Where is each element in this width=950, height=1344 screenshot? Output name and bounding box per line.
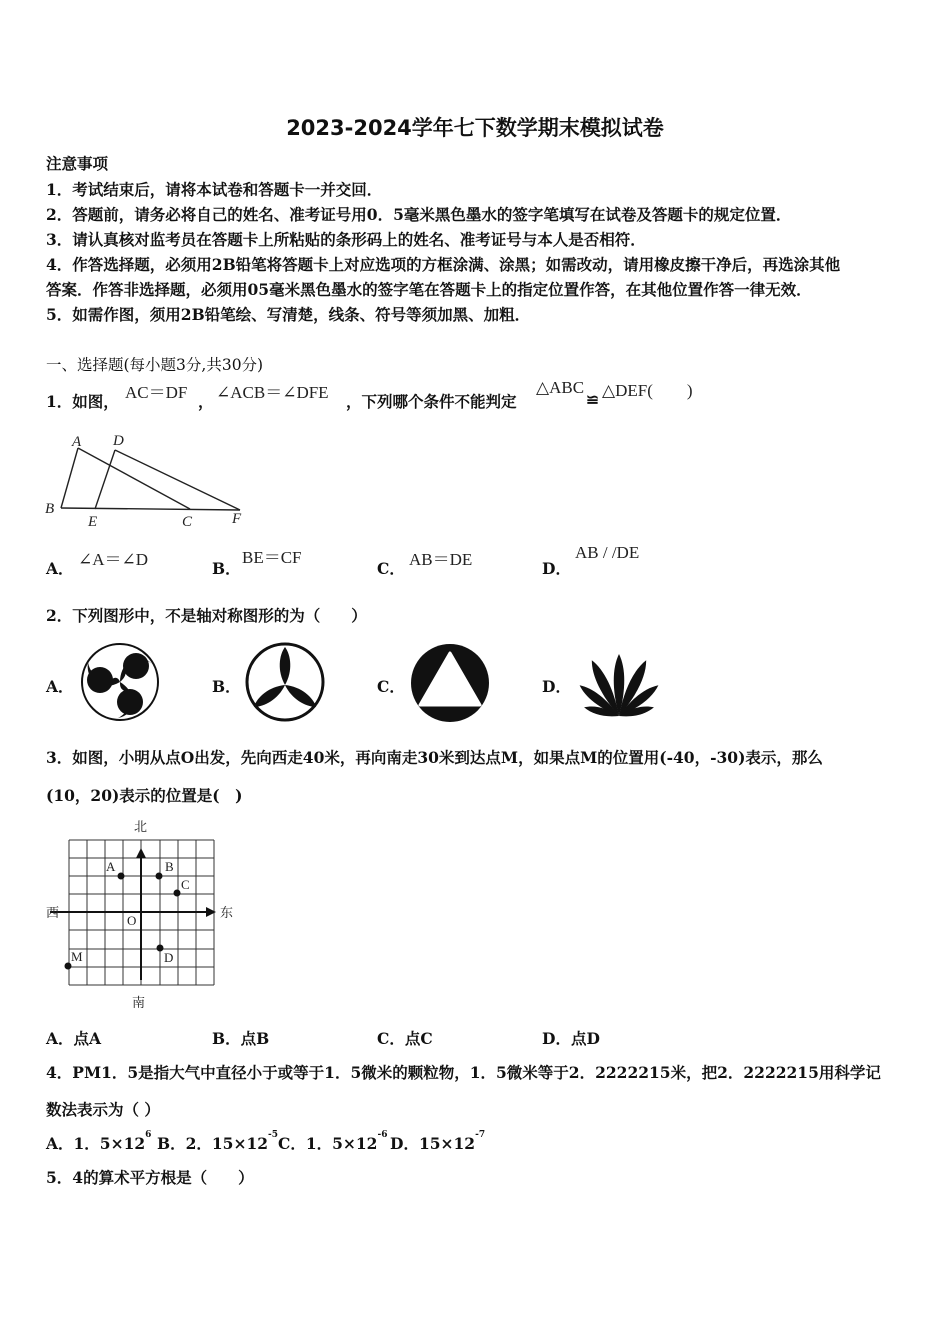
label-point-d: D (164, 950, 174, 965)
q4-option-c-exp: -6 (377, 1130, 388, 1140)
label-south: 南 (132, 996, 146, 1011)
q3-coordinate-grid (40, 815, 240, 1015)
label-a: A (72, 434, 82, 450)
q1-option-c-math: AB＝DE (409, 550, 473, 569)
label-e: E (88, 514, 98, 530)
section-heading: 一、选择题(每小题3分,共30分) (46, 356, 264, 374)
notice-item: 4．作答选择题，必须用2B铅笔将答题卡上对应选项的方框涂满、涂黑；如需改动，请用橡皮擦干净后，再选涂其他 (46, 255, 841, 274)
q1-comma: ， (198, 392, 214, 411)
q4-stem-line2: 数法表示为（ ） (46, 1100, 160, 1119)
q4-stem-line1: 4．PM1．5是指大气中直径小于或等于1．5微米的颗粒物，1．5微米等于2．2222215米，把2．2222215用科学记 (46, 1063, 881, 1082)
q2-option-a-letter[interactable]: A． (46, 677, 74, 696)
label-point-m: M (71, 949, 83, 964)
notice-item: 答案．作答非选择题，必须用05毫米黑色墨水的签字笔在答题卡上的指定位置作答，在其他位置作答一律无效． (46, 280, 812, 299)
label-point-b: B (165, 859, 174, 874)
q1-option-a-math: ∠A＝∠D (78, 550, 149, 569)
q2-option-d-letter[interactable]: D． (542, 677, 571, 696)
q4-option-b[interactable] (157, 1132, 278, 1154)
q1-option-b-math: BE＝CF (242, 548, 302, 567)
q1-congruent: ≌ (586, 390, 599, 409)
label-c: C (182, 514, 193, 530)
q1-cond2: ∠ACB＝∠DFE (216, 383, 329, 402)
label-b: B (45, 501, 55, 517)
three-petal-circle-icon (244, 641, 326, 723)
q5-stem: 5．4的算术平方根是（ ） (46, 1168, 254, 1187)
point-d (157, 945, 164, 952)
q1-prefix: 1．如图， (46, 392, 119, 411)
label-point-a: A (106, 859, 116, 874)
segment-df (115, 450, 240, 510)
triangle-in-disc-icon (410, 643, 490, 723)
label-point-c: C (181, 877, 190, 892)
q4-option-d-text: D．15×12 (390, 1134, 476, 1153)
label-d: D (113, 433, 124, 449)
notice-item: 5．如需作图，须用2B铅笔绘、写清楚，线条、符号等须加黑、加粗． (46, 305, 531, 324)
q3-option-c[interactable]: C．点C (377, 1029, 433, 1048)
q1-cond1: AC＝DF (125, 383, 188, 402)
q1-option-c-letter[interactable]: C． (377, 559, 405, 578)
q4-option-a-exp: 6 (145, 1130, 152, 1140)
q4-option-a[interactable] (46, 1132, 151, 1154)
q4-option-a-text: A．1．5×12 (46, 1134, 146, 1153)
label-f: F (232, 511, 242, 527)
segment-bf (61, 508, 240, 510)
point-a (118, 873, 125, 880)
q1-option-d-math: AB / /DE (575, 543, 640, 562)
label-west: 西 (46, 906, 60, 921)
notice-heading: 注意事项 (46, 154, 109, 173)
q3-option-a[interactable]: A．点A (46, 1029, 102, 1048)
q4-option-b-exp: -5 (268, 1130, 279, 1140)
q4-option-c-text: C．1．5×12 (278, 1134, 378, 1153)
notice-item: 1．考试结束后，请将本试卷和答题卡一并交回． (46, 180, 383, 199)
q3-stem-line1: 3．如图，小明从点O出发，先向西走40米，再向南走30米到达点M，如果点M的位置用(-40，-30)表示，那么 (46, 748, 823, 767)
segment-ab (61, 448, 78, 508)
q4-option-c[interactable] (278, 1132, 387, 1154)
q4-option-b-text: B．2．15×12 (157, 1134, 269, 1153)
q1-tri1: △ABC (536, 378, 585, 397)
q3-option-d[interactable]: D．点D (542, 1029, 600, 1048)
q2-option-c-letter[interactable]: C． (377, 677, 405, 696)
q4-option-d[interactable] (390, 1132, 485, 1154)
q1-option-d-letter[interactable]: D． (542, 559, 571, 578)
q3-stem-line2: (10，20)表示的位置是( ) (46, 786, 243, 805)
q1-middle: ，下列哪个条件不能判定 (346, 392, 517, 411)
q1-option-b-letter[interactable]: B． (212, 559, 241, 578)
tomoe-swirl-icon (80, 642, 160, 722)
q1-triangle-figure (40, 428, 255, 533)
q2-option-b-letter[interactable]: B． (212, 677, 241, 696)
q3-option-b[interactable]: B．点B (212, 1029, 270, 1048)
label-north: 北 (134, 820, 148, 835)
point-b (156, 873, 163, 880)
q1-tri2: △DEF( ) (602, 381, 693, 400)
q2-stem: 2．下列图形中，不是轴对称图形的为（ ） (46, 606, 367, 625)
point-c (174, 890, 181, 897)
page-title: 2023-2024学年七下数学期末模拟试卷 (286, 116, 664, 140)
label-east: 东 (220, 906, 234, 921)
label-origin: O (127, 913, 137, 928)
huawei-petals-icon (574, 650, 664, 720)
q1-option-a-letter[interactable]: A． (46, 559, 74, 578)
notice-item: 3．请认真核对监考员在答题卡上所粘贴的条形码上的姓名、准考证号与本人是否相符． (46, 230, 646, 249)
q4-option-d-exp: -7 (475, 1130, 486, 1140)
notice-item: 2．答题前，请务必将自己的姓名、准考证号用0．5毫米黑色墨水的签字笔填写在试卷及答题卡的规定位置． (46, 205, 792, 224)
